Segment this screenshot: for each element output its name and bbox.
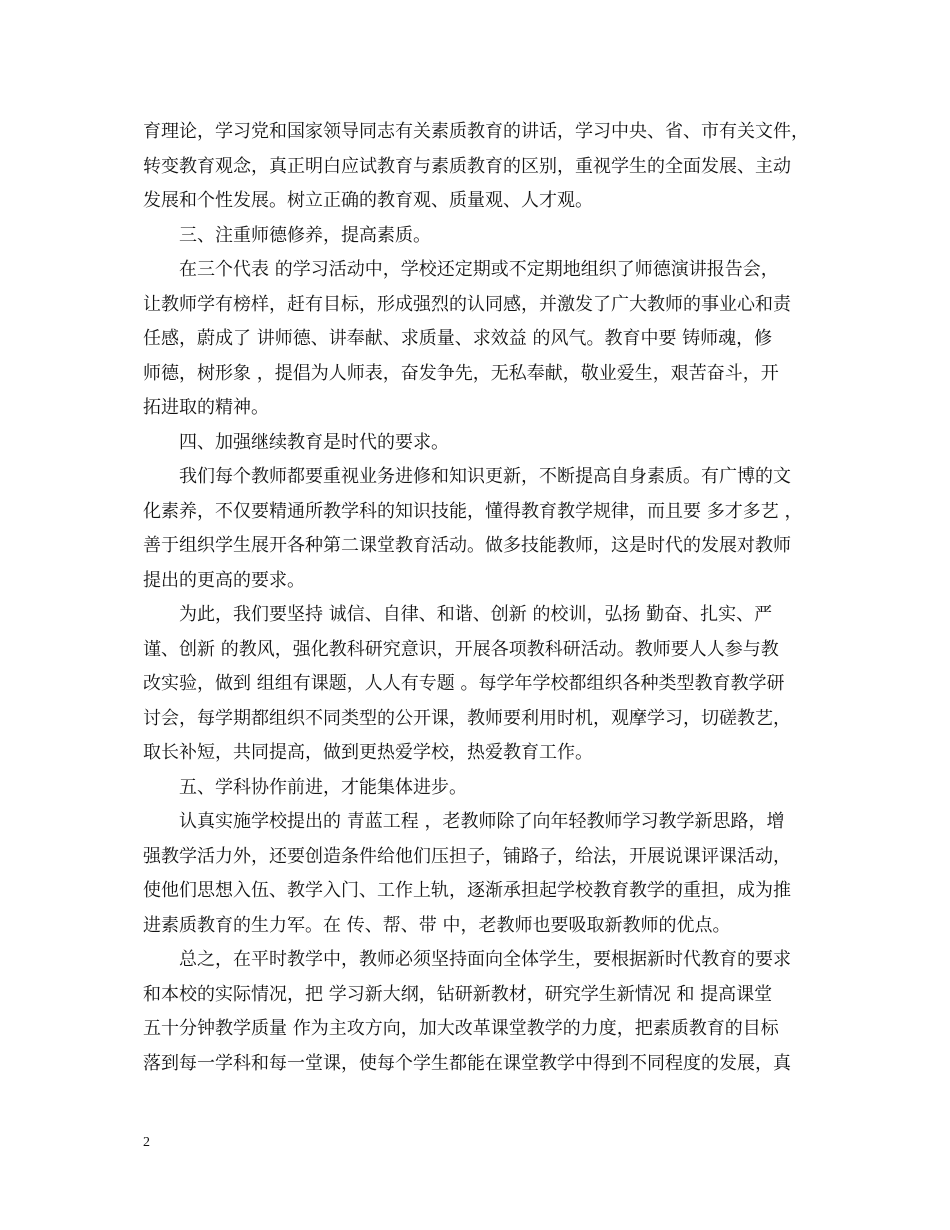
paragraph-first-line: 在三个代表 的学习活动中，学校还定期或不定期地组织了师德演讲报告会， (179, 259, 779, 280)
text-line: 转变教育观念，真正明白应试教育与素质教育的区别，重视学生的全面发展、主动 (143, 155, 791, 177)
text-line: 和本校的实际情况，把 学习新大纲，钻研新教材，研究学生新情况 和 提高课堂 (143, 983, 773, 1005)
paragraph-first-line: 三、注重师德修养，提高素质。 (179, 224, 431, 246)
body-text (143, 115, 813, 1081)
paragraph-first-line: 五、学科协作前进，才能集体进步。 (179, 776, 467, 798)
text-line: 五十分钟教学质量 作为主攻方向，加大改革课堂教学的力度，把素质教育的目标 (143, 1018, 779, 1039)
text-line: 强教学活力外，还要创造条件给他们压担子，铺路子，给法，开展说课评课活动， (143, 845, 791, 867)
paragraph-first-line: 我们每个教师都要重视业务进修和知识更新，不断提高自身素质。有广博的文 (179, 466, 791, 487)
text-line: 善于组织学生展开各种第二课堂教育活动。做多技能教师，这是时代的发展对教师 (143, 535, 791, 556)
text-line: 讨会，每学期都组织不同类型的公开课，教师要利用时机，观摩学习，切磋教艺， (143, 707, 791, 729)
text-line: 进素质教育的生力军。在 传、帮、带 中，老教师也要吸取新教师的优点。 (143, 914, 731, 936)
text-line: 取长补短，共同提高，做到更热爱学校，热爱教育工作。 (143, 742, 593, 763)
text-line: 育理论，学习党和国家领导同志有关素质教育的讲话，学习中央、省、市有关文件， (143, 121, 809, 142)
paragraph-first-line: 为此，我们要坚持 诚信、自律、和谐、创新 的校训，弘扬 勤奋、扎实、严 (179, 604, 773, 625)
paragraph-first-line: 四、加强继续教育是时代的要求。 (179, 431, 449, 453)
text-line: 谨、创新 的教风，强化教科研究意识，开展各项教科研活动。教师要人人参与教 (143, 638, 779, 660)
paragraph-first-line: 认真实施学校提出的 青蓝工程 ，老教师除了向年轻教师学习教学新思路，增 (179, 811, 785, 832)
text-line: 改实验，做到 组组有课题，人人有专题 。每学年学校都组织各种类型教育教学研 (143, 673, 785, 694)
text-line: 落到每一学科和每一堂课，使每个学生都能在课堂教学中得到不同程度的发展，真 (143, 1052, 791, 1074)
text-line: 师德，树形象 ，提倡为人师表，奋发争先，无私奉献，敬业爱生，艰苦奋斗，开 (143, 362, 779, 384)
text-line: 提出的更高的要求。 (143, 569, 305, 591)
text-line: 发展和个性发展。树立正确的教育观、质量观、人才观。 (143, 190, 593, 211)
paragraph-first-line: 总之，在平时教学中，教师必须坚持面向全体学生，要根据新时代教育的要求 (179, 949, 791, 970)
text-line: 化素养，不仅要精通所教学科的知识技能，懂得教育教学规律，而且要 多才多艺 ， (143, 500, 803, 522)
text-line: 使他们思想入伍、教学入门、工作上轨，逐渐承担起学校教育教学的重担，成为推 (143, 880, 791, 901)
text-line: 拓进取的精神。 (143, 397, 269, 418)
page-number: 2 (143, 1135, 150, 1150)
text-line: 任感，蔚成了 讲师德、讲奉献、求质量、求效益 的风气。教育中要 铸师魂，修 (143, 328, 773, 349)
text-line: 让教师学有榜样，赶有目标，形成强烈的认同感，并激发了广大教师的事业心和责 (143, 293, 791, 315)
